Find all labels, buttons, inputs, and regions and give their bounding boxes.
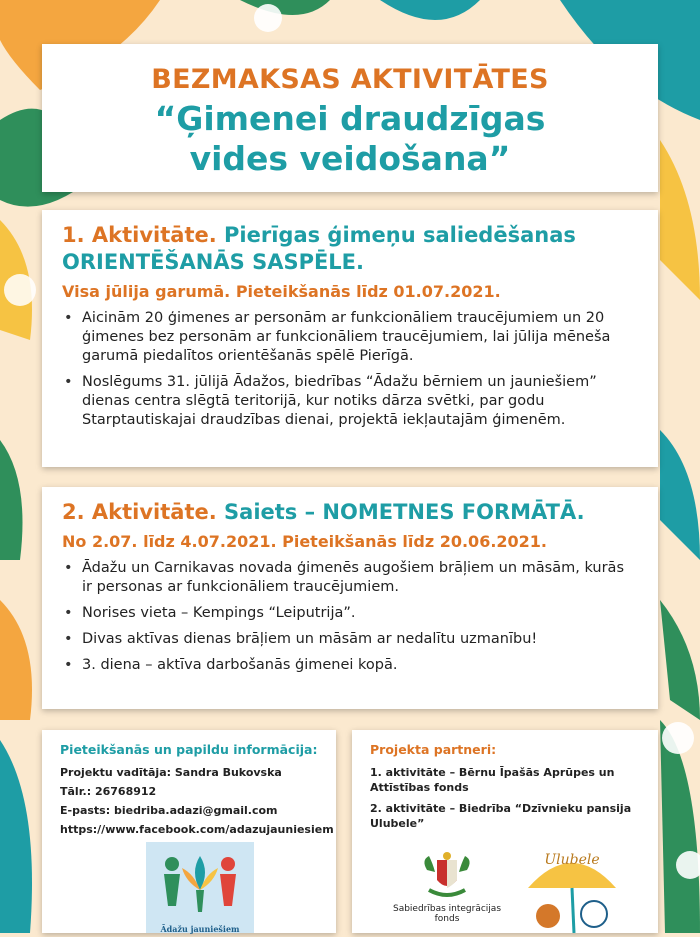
- activity-1-heading: [42, 210, 658, 276]
- activity-1-title: Pierīgas ģimeņu saliedēšanas: [224, 223, 576, 247]
- coat-of-arms-icon: [419, 850, 475, 900]
- facebook-link[interactable]: https://www.facebook.com/adazujauniesiem: [60, 823, 334, 836]
- activity-2-list: [42, 559, 658, 675]
- partner-2: 2. aktivitāte – Biedrība “Dzīvnieku pansija Ulubele”: [370, 802, 632, 830]
- activity-1-title2: ORIENTĒŠANĀS SASPĒLE.: [62, 250, 365, 274]
- phone-number: Tālr.: 26768912: [60, 785, 157, 798]
- email-address: E-pasts: biedriba.adazi@gmail.com: [60, 804, 278, 817]
- activity-2-dates: No 2.07. līdz 4.07.2021. Pieteikšanās līdz 20.06.2021.: [62, 532, 548, 551]
- contact-card: [42, 730, 336, 933]
- title-project-line2: vides veidošana”: [189, 139, 511, 178]
- title-project-line1: “Ģimenei draudzīgas: [154, 99, 546, 138]
- people-lotus-icon: [146, 842, 254, 920]
- list-item: • Norises vieta – Kempings “Leiputrija”.: [82, 604, 638, 623]
- partners-heading: Projekta partneri:: [370, 742, 497, 757]
- latvia-crest-logo: [392, 850, 502, 933]
- crest-caption: Sabiedrības integrācijas fonds: [392, 904, 502, 924]
- title-card: [42, 44, 658, 192]
- activity-2-number: 2. Aktivitāte.: [62, 500, 217, 524]
- activity-1-number: 1. Aktivitāte.: [62, 223, 217, 247]
- activity-2-card: [42, 487, 658, 709]
- list-item: • Aicinām 20 ģimenes ar personām ar funkcionāliem traucējumiem un 20 ģimenes bez personām ar funkcionāliem traucējumiem, lai jūlija mēneša garumā piedalītos orientēšanās spēlē Pierīgā.: [82, 309, 638, 366]
- partners-card: [352, 730, 658, 933]
- list-item: • Noslēgums 31. jūlijā Ādažos, biedrības “Ādažu bērniem un jauniešiem” dienas centra slēgtā teritorijā, kur notiks dārza svētki, par godu Starptautiskajai draudzības dienai, projektā iekļautajām ģimenēm.: [82, 373, 638, 430]
- logo-caption: Ādažu jauniešiem: [160, 924, 240, 934]
- project-leader: Projektu vadītāja: Sandra Bukovska: [60, 766, 282, 779]
- title-free-activities: BEZMAKSAS AKTIVITĀTES: [151, 64, 549, 95]
- partner-1: 1. aktivitāte – Bērnu Īpašās Aprūpes un Attīstības fonds: [370, 766, 615, 794]
- activity-2-title: Saiets – NOMETNES FORMĀTĀ.: [224, 500, 585, 524]
- activity-2-heading: [42, 487, 658, 526]
- ulubele-logo: [524, 848, 620, 933]
- contact-heading: Pieteikšanās un papildu informācija:: [60, 742, 318, 757]
- list-item: • 3. diena – aktīva darbošanās ģimenei kopā.: [82, 656, 638, 675]
- activity-1-card: [42, 210, 658, 467]
- list-item: • Divas aktīvas dienas brāļiem un māsām ar nedalītu uzmanību!: [82, 630, 638, 649]
- ulubele-label: Ulubele: [544, 852, 600, 868]
- adazi-youth-logo: [146, 842, 254, 933]
- activity-1-list: [42, 309, 658, 430]
- list-item: • Ādažu un Carnikavas novada ģimenēs augošiem brāļiem un māsām, kurās ir personas ar funkcionāliem traucējumiem.: [82, 559, 638, 597]
- activity-1-dates: Visa jūlija garumā. Pieteikšanās līdz 01.07.2021.: [62, 282, 501, 301]
